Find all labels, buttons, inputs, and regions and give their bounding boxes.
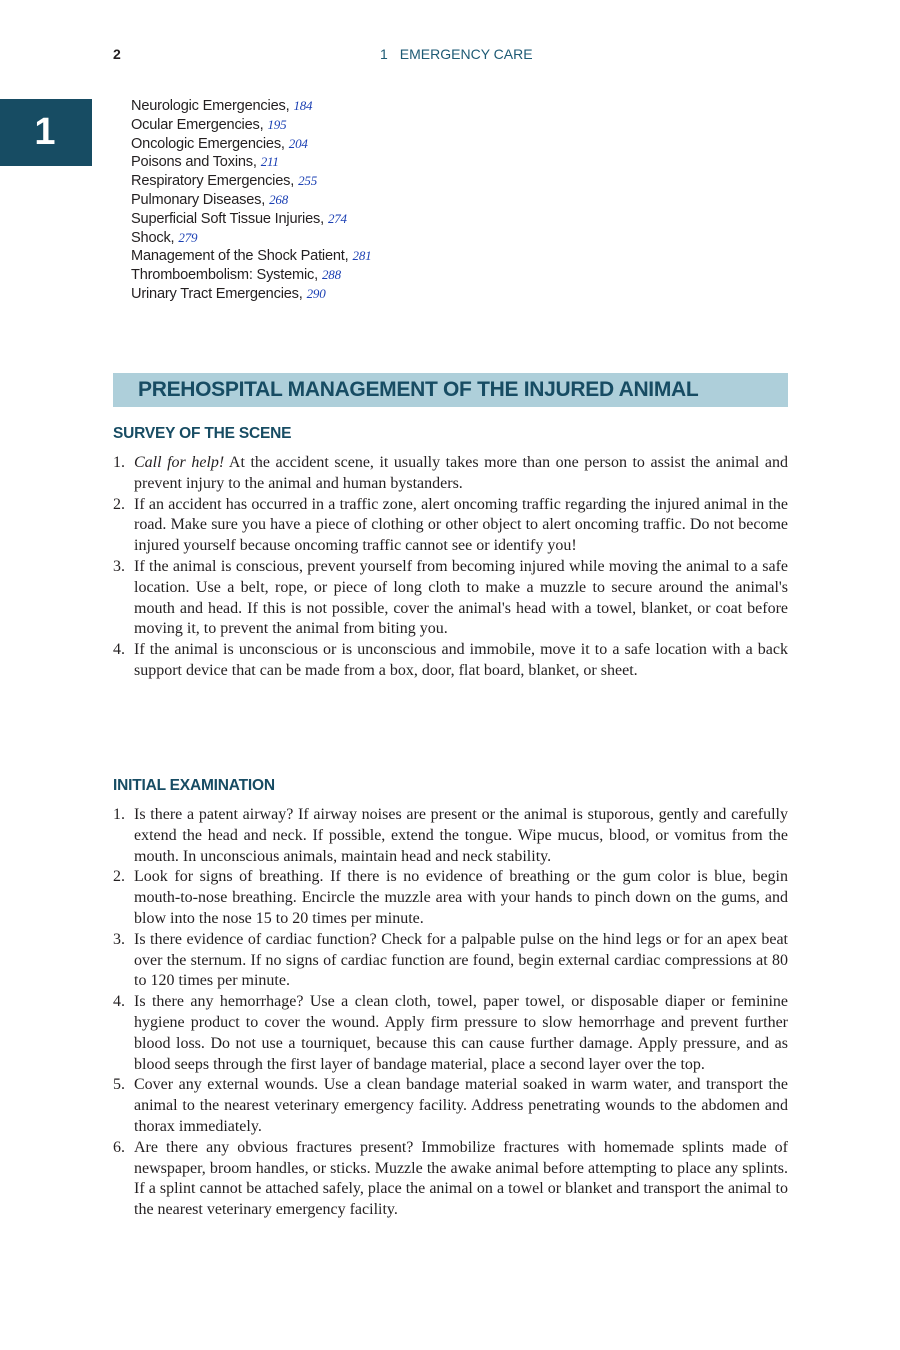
chapter-title: EMERGENCY CARE — [399, 46, 533, 62]
toc-entry-title: Management of the Shock Patient, — [131, 248, 349, 265]
toc-page-link[interactable]: 279 — [178, 229, 198, 245]
toc-entry — [131, 229, 371, 248]
item-number: 1. — [113, 806, 125, 823]
toc-entry — [131, 247, 371, 266]
list-item — [113, 805, 788, 867]
toc-page-link[interactable]: 281 — [352, 248, 372, 264]
toc-entry — [131, 97, 371, 116]
toc-entry-title: Ocular Emergencies, — [131, 116, 264, 133]
list-item — [113, 1075, 788, 1137]
toc-entry — [131, 153, 371, 172]
item-number: 2. — [113, 868, 125, 886]
toc-entry — [131, 285, 371, 304]
toc-page-link[interactable]: 274 — [327, 210, 347, 226]
item-text: Is there evidence of cardiac function? Check for a palpable pulse on the hind legs or for an apex beat over the sternum. If no signs of cardiac function are found, begin external cardiac compressions at 80 to 120 times per minute. — [134, 930, 788, 990]
item-text: If an accident has occurred in a traffic zone, alert oncoming traffic regarding the injured animal in the road. Make sure you have a piece of clothing or other object to alert oncoming traffic. Do not become injured yourself because oncoming traffic cannot see or identify you! — [134, 495, 788, 555]
list-item — [113, 867, 788, 929]
toc-entry — [131, 266, 371, 285]
toc-page-link[interactable]: 211 — [260, 154, 279, 170]
toc-page-link[interactable]: 268 — [269, 191, 288, 207]
item-number: 1. — [113, 454, 125, 471]
item-number: 4. — [113, 993, 125, 1011]
item-number: 2. — [113, 495, 125, 513]
toc-entry-title: Superficial Soft Tissue Injuries, — [131, 210, 324, 227]
section-banner — [113, 373, 788, 407]
toc-entry-title: Respiratory Emergencies, — [131, 173, 295, 190]
item-text: Are there any obvious fractures present? Immobilize fractures with homemade splints made of newspaper, broom handles, or sticks. Muzzle the awake animal before attempting to place any splints. If a splint cannot be attached safely, place the animal on a towel or blanket and transport the animal to the nearest veterinary emergency facility. — [134, 1138, 788, 1219]
item-text: If the animal is unconscious or is unconscious and immobile, move it to a safe location with a back support device that can be made from a box, door, flat board, blanket, or sheet. — [134, 641, 788, 679]
toc-entry — [131, 191, 371, 210]
toc-entry-title: Poisons and Toxins, — [131, 154, 257, 171]
survey-list — [113, 453, 788, 682]
toc-page-link[interactable]: 255 — [298, 173, 317, 189]
chapter-contents-list — [131, 97, 371, 304]
list-item — [113, 495, 788, 557]
section-title: PREHOSPITAL MANAGEMENT OF THE INJURED ANIMAL — [138, 378, 699, 401]
toc-entry — [131, 172, 371, 191]
item-text: Cover any external wounds. Use a clean bandage material soaked in warm water, and transport the animal to the nearest veterinary emergency facility. Address penetrating wounds to the abdomen and thorax immediately. — [134, 1076, 788, 1135]
running-head — [0, 46, 900, 66]
item-lead: Call for help! — [134, 454, 225, 471]
toc-page-link[interactable]: 184 — [293, 98, 313, 113]
toc-entry-title: Shock, — [131, 229, 175, 246]
item-number: 3. — [113, 557, 125, 575]
list-item — [113, 453, 788, 495]
list-item — [113, 930, 788, 992]
item-text: If the animal is conscious, prevent yourself from becoming injured while moving the animal to a safe location. Use a belt, rope, or piece of long cloth to make a muzzle to secure around the animal's mouth and head. If this is not possible, cover the animal's head with a towel, blanket, or coat before moving it, to prevent the animal from biting you. — [134, 557, 788, 638]
chapter-tab: 1 — [0, 99, 92, 166]
toc-entry — [131, 116, 371, 135]
toc-page-link[interactable]: 195 — [267, 116, 287, 132]
initial-exam-list — [113, 805, 788, 1221]
toc-entry-title: Pulmonary Diseases, — [131, 191, 266, 208]
item-text: At the accident scene, it usually takes more than one person to assist the animal and prevent injury to the animal and human bystanders. — [134, 454, 788, 492]
initial-exam-heading: INITIAL EXAMINATION — [113, 777, 275, 794]
list-item — [113, 557, 788, 640]
toc-entry-title: Urinary Tract Emergencies, — [131, 285, 303, 302]
survey-heading: SURVEY OF THE SCENE — [113, 425, 292, 442]
toc-page-link[interactable]: 290 — [306, 285, 326, 301]
toc-entry — [131, 210, 371, 229]
item-text: Look for signs of breathing. If there is no evidence of breathing or the gum color is blue, begin mouth-to-nose breathing. Encircle the muzzle area with your hands to pinch down on the gums, and blow into the nose 15 to 20 times per minute. — [134, 868, 788, 927]
toc-page-link[interactable]: 204 — [288, 135, 308, 151]
item-number: 6. — [113, 1138, 125, 1156]
chapter-number: 1 — [380, 46, 388, 62]
item-number: 3. — [113, 930, 125, 948]
item-number: 4. — [113, 641, 125, 659]
page-number: 2 — [113, 46, 121, 62]
toc-entry — [131, 135, 371, 154]
list-item — [113, 640, 788, 682]
toc-entry-title: Thromboembolism: Systemic, — [131, 267, 318, 284]
item-number: 5. — [113, 1076, 125, 1094]
list-item — [113, 992, 788, 1075]
item-text: Is there any hemorrhage? Use a clean cloth, towel, paper towel, or disposable diaper or feminine hygiene product to cover the wound. Apply firm pressure to slow hemorrhage and prevent further blood loss. Do not use a tourniquet, because this can cause further damage. Apply pressure, and as blood seeps through the first layer of bandage material, place a second layer over the top. — [134, 993, 788, 1073]
toc-page-link[interactable]: 288 — [322, 267, 341, 283]
toc-entry-title: Neurologic Emergencies, — [131, 98, 290, 114]
toc-entry-title: Oncologic Emergencies, — [131, 135, 285, 152]
running-title — [380, 46, 533, 62]
list-item — [113, 1138, 788, 1221]
item-text: Is there a patent airway? If airway noises are present or the animal is stuporous, gently and carefully extend the head and neck. If possible, extend the tongue. Wipe mucus, blood, or vomitus from the mouth. In unconscious animals, maintain head and neck stability. — [134, 806, 788, 865]
